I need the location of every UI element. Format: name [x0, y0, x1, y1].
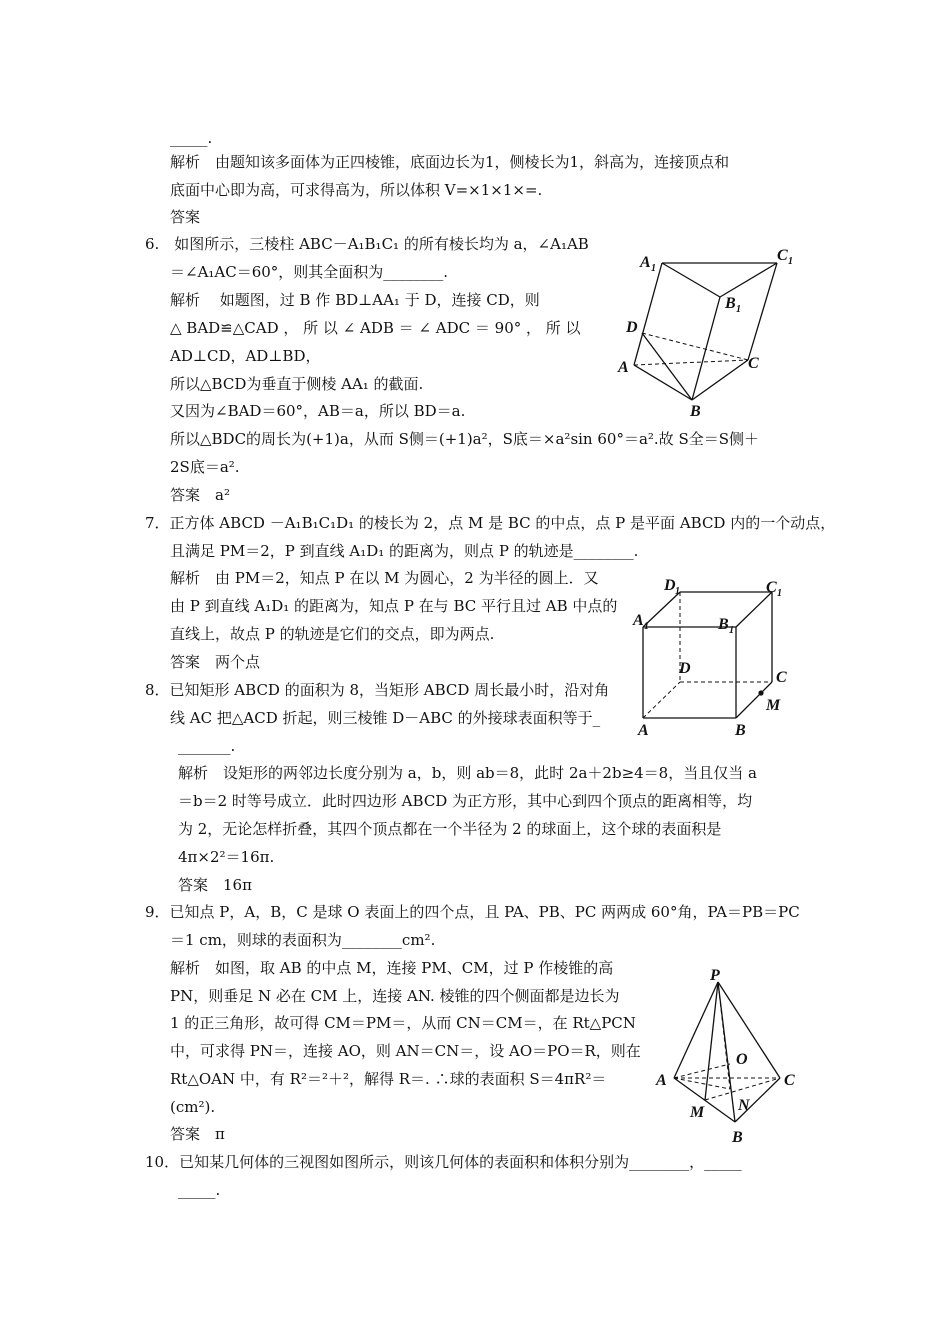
- q6-question-line-2: ＝∠A₁AC＝60°，则其全面积为________.: [170, 263, 449, 281]
- label-B: B: [690, 403, 701, 420]
- q9-analysis-line-5: Rt△OAN 中，有 R²＝²＋²，解得 R＝. ∴球的表面积 S＝4πR²＝: [170, 1070, 607, 1088]
- label-A1: A: [640, 254, 651, 271]
- label-B1: B: [725, 295, 736, 312]
- label-B1-sub: 1: [736, 304, 741, 315]
- q9-analysis-line-4: 中，可求得 PN＝，连接 AO，则 AN＝CN＝，设 AO＝PO＝R，则在: [170, 1042, 641, 1060]
- q10-question-line-2: _____.: [178, 1181, 221, 1199]
- q6-analysis-line-5: 又因为∠BAD＝60°，AB＝a，所以 BD＝a.: [170, 402, 466, 420]
- q6-analysis-line-3: AD⊥CD，AD⊥BD，: [170, 347, 321, 365]
- prism-figure: [612, 240, 812, 420]
- label-B: B: [735, 722, 746, 739]
- q6-question-line-1: 6. 如图所示，三棱柱 ABC－A₁B₁C₁ 的所有棱长均为 a，∠A₁AB: [145, 235, 589, 253]
- q5-analysis-line-1: 解析 由题知该多面体为正四棱锥，底面边长为1，侧棱长为1，斜高为，连接顶点和: [170, 153, 730, 171]
- q9-question-line-1: 9．已知点 P，A，B，C 是球 O 表面上的四个点，且 PA、PB、PC 两两成 60°角，PA＝PB＝PC: [145, 903, 800, 921]
- label-A: A: [638, 722, 649, 739]
- prism-edges: [634, 263, 777, 400]
- q5-answer: 答案: [170, 208, 201, 226]
- q5-blank-end: _____.: [170, 129, 213, 147]
- label-B1: B: [718, 616, 729, 633]
- q9-question-line-2: ＝1 cm，则球的表面积为________cm².: [170, 931, 436, 949]
- label-C: C: [784, 1072, 795, 1089]
- q6-analysis-line-2: △ BAD≌△CAD ， 所 以 ∠ ADB ＝ ∠ ADC ＝ 90° ， 所 以: [170, 319, 581, 337]
- q6-answer: 答案 a²: [170, 486, 230, 504]
- q8-analysis-line-2: ＝b＝2 时等号成立．此时四边形 ABCD 为正方形，其中心到四个顶点的距离相等，均: [178, 792, 753, 810]
- q7-analysis-line-2: 由 P 到直线 A₁D₁ 的距离为，知点 P 在与 BC 平行且过 AB 中点的: [170, 597, 618, 615]
- q9-analysis-line-2: PN，则垂足 N 必在 CM 上，连接 AN. 棱锥的四个侧面都是边长为: [170, 987, 620, 1005]
- q7-question-line-2: 且满足 PM＝2，P 到直线 A₁D₁ 的距离为，则点 P 的轨迹是________.: [170, 542, 639, 560]
- label-A: A: [618, 359, 629, 376]
- label-D: D: [679, 660, 691, 677]
- q6-analysis-line-6: 所以△BDC的周长为(+1)a，从而 S侧＝(+1)a²，S底＝×a²sin 60°＝a².故 S全＝S侧＋: [170, 430, 759, 448]
- q8-answer: 答案 16π: [178, 876, 252, 894]
- label-P: P: [710, 967, 720, 984]
- label-M: M: [690, 1104, 705, 1121]
- q8-analysis-line-4: 4π×2²＝16π.: [178, 848, 275, 866]
- q5-analysis-line-2: 底面中心即为高，可求得高为，所以体积 V=×1×1×=.: [170, 181, 543, 199]
- point-M: [758, 690, 763, 695]
- q9-analysis-line-6: (cm²).: [170, 1098, 216, 1116]
- q6-analysis-line-4: 所以△BCD为垂直于侧棱 AA₁ 的截面.: [170, 375, 424, 393]
- label-M: M: [766, 697, 781, 714]
- label-B: B: [732, 1129, 743, 1146]
- label-A: A: [656, 1072, 667, 1089]
- q8-analysis-line-3: 为 2，无论怎样折叠，其四个顶点都在一个半径为 2 的球面上，这个球的表面积是: [178, 820, 722, 838]
- label-D1: D: [664, 577, 676, 594]
- label-A1-sub: 1: [644, 621, 649, 632]
- label-B1-sub: 1: [729, 625, 734, 636]
- q6-analysis-line-1: 解析 如题图，过 B 作 BD⊥AA₁ 于 D，连接 CD，则: [170, 291, 540, 309]
- label-C: C: [776, 669, 787, 686]
- q8-question-line-2: 线 AC 把△ACD 折起，则三棱锥 D－ABC 的外接球表面积等于_: [170, 709, 601, 727]
- label-A1: A: [633, 612, 644, 629]
- label-C1: C: [766, 579, 777, 596]
- q8-analysis-line-1: 解析 设矩形的两邻边长度分别为 a，b，则 ab＝8，此时 2a＋2b≥4＝8，当且仅当 a: [178, 764, 757, 782]
- label-C: C: [748, 355, 759, 372]
- label-C1-sub: 1: [777, 588, 782, 599]
- label-O: O: [736, 1051, 748, 1068]
- q6-analysis-line-7: 2S底＝a².: [170, 458, 240, 476]
- label-C1-sub: 1: [788, 256, 793, 267]
- q8-question-line-3: _______.: [178, 737, 236, 755]
- cube-figure: [628, 572, 798, 742]
- tetra-figure: [650, 962, 810, 1147]
- q9-analysis-line-3: 1 的正三角形，故可得 CM＝PM＝，从而 CN＝CM＝，在 Rt△PCN: [170, 1014, 636, 1032]
- q9-answer: 答案 π: [170, 1125, 225, 1143]
- q7-question-line-1: 7．正方体 ABCD －A₁B₁C₁D₁ 的棱长为 2，点 M 是 BC 的中点，点 P 是平面 ABCD 内的一个动点，: [145, 514, 836, 532]
- label-D1-sub: 1: [675, 586, 680, 597]
- label-A1-sub: 1: [651, 263, 656, 274]
- label-N: N: [738, 1097, 750, 1114]
- q7-analysis-line-3: 直线上，故点 P 的轨迹是它们的交点，即为两点.: [170, 625, 495, 643]
- q7-answer: 答案 两个点: [170, 653, 261, 671]
- label-D: D: [626, 319, 638, 336]
- q7-analysis-line-1: 解析 由 PM＝2，知点 P 在以 M 为圆心，2 为半径的圆上．又: [170, 569, 599, 587]
- q8-question-line-1: 8．已知矩形 ABCD 的面积为 8，当矩形 ABCD 周长最小时，沿对角: [145, 681, 610, 699]
- q9-analysis-line-1: 解析 如图，取 AB 的中点 M，连接 PM、CM，过 P 作棱锥的高: [170, 959, 614, 977]
- label-C1: C: [777, 247, 788, 264]
- cube-edges: [643, 592, 772, 718]
- tetra-edges: [674, 982, 780, 1122]
- q10-question-line-1: 10．已知某几何体的三视图如图所示，则该几何体的表面积和体积分别为________，_____: [145, 1153, 742, 1171]
